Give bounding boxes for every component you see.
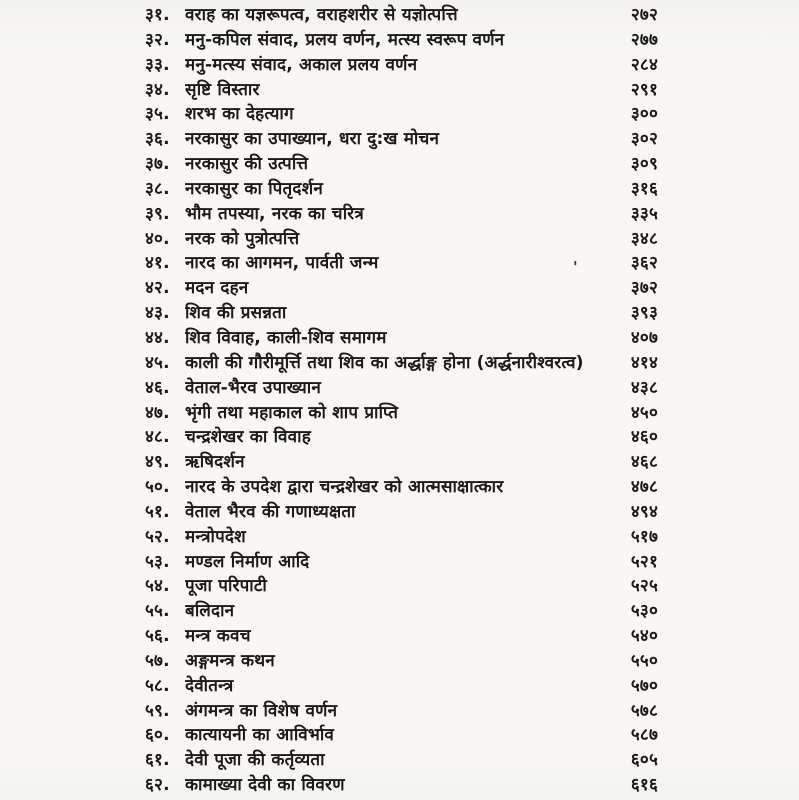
entry-title: शरभ का देहत्याग [185, 104, 294, 125]
toc-entry [0, 53, 799, 78]
entry-number: ५६. [145, 626, 170, 647]
entry-number: ४५. [145, 352, 170, 373]
entry-title: चन्द्रशेखर का विवाह [185, 427, 311, 448]
entry-page-number: ५१७ [630, 526, 658, 547]
entry-title: वराह का यज्ञरूपत्व, वराहशरीर से यज्ञोत्पत्ति [185, 5, 458, 25]
entry-number: ३५. [145, 104, 170, 125]
entry-number: ६०. [145, 725, 170, 746]
entry-page-number: ३९३ [630, 303, 658, 324]
entry-title: मन्त्रोपदेश [185, 526, 246, 547]
entry-title: सृष्टि विस्तार [185, 79, 260, 100]
entry-page-number: ४३८ [630, 377, 658, 398]
entry-title: अंगमन्त्र का विशेष वर्णन [185, 700, 338, 721]
entry-page-number: २७२ [630, 5, 658, 25]
entry-page-number: ३३५ [630, 203, 658, 224]
entry-title: कामाख्या देवी का विवरण [185, 775, 345, 796]
toc-entry [0, 102, 799, 127]
entry-title: काली की गौरीमूर्त्ति तथा शिव का अर्द्धाङ्ग होना (अर्द्धनारीश्वरत्व) [185, 352, 584, 373]
entry-number: ३४. [145, 79, 170, 100]
entry-number: ५२. [145, 526, 170, 547]
entry-page-number: ४७८ [630, 477, 658, 498]
entry-page-number: ४६८ [630, 452, 658, 473]
entry-number: ४०. [145, 228, 170, 249]
entry-number: ४८. [145, 427, 170, 448]
toc-entry [0, 202, 799, 227]
entry-number: ३१. [145, 5, 170, 25]
entry-number: ४४. [145, 327, 170, 348]
entry-page-number: ५३० [630, 601, 658, 622]
entry-page-number: २७७ [630, 29, 658, 50]
entry-title: नारद का आगमन, पार्वती जन्म [185, 253, 379, 274]
entry-number: ३२. [145, 29, 170, 50]
entry-number: ५४. [145, 576, 170, 597]
entry-title: वेताल-भैरव उपाख्यान [185, 377, 322, 398]
toc-entry [0, 475, 799, 500]
toc-entry [0, 425, 799, 450]
toc-entry [0, 599, 799, 624]
entry-title: नरकासुर का उपाख्यान, धरा दु:ख मोचन [185, 129, 440, 150]
entry-title: कात्यायनी का आविर्भाव [185, 725, 335, 746]
entry-number: ३७. [145, 154, 170, 175]
toc-entry [0, 251, 799, 276]
entry-number: ४७. [145, 402, 170, 423]
entry-title: ऋषिदर्शन [185, 452, 245, 473]
entry-number: ३९. [145, 203, 170, 224]
toc-entry [0, 624, 799, 649]
entry-number: ४१. [145, 253, 170, 274]
entry-page-number: ३७२ [630, 278, 658, 299]
entry-number: ४३. [145, 303, 170, 324]
entry-title: मनु-कपिल संवाद, प्रलय वर्णन, मत्स्य स्वरूप वर्णन [185, 29, 505, 50]
entry-page-number: ३४८ [630, 228, 658, 249]
toc-entry [0, 773, 799, 798]
entry-title: अङ्गमन्त्र कथन [185, 650, 275, 671]
toc-entry [0, 550, 799, 575]
entry-page-number: ३०२ [630, 129, 658, 150]
entry-title: मण्डल निर्माण आदि [185, 551, 310, 572]
toc-entry [0, 227, 799, 252]
entry-title: मदन दहन [185, 278, 249, 299]
entry-page-number: ३०९ [630, 154, 658, 175]
entry-number: ५०. [145, 477, 170, 498]
entry-title: पूजा परिपाटी [185, 576, 268, 597]
entry-page-number: ५२१ [630, 551, 658, 572]
entry-number: ५९. [145, 700, 170, 721]
toc-entry [0, 276, 799, 301]
toc-entry [0, 748, 799, 773]
entry-title: बलिदान [185, 601, 235, 622]
entry-title: नरकासुर की उत्पत्ति [185, 154, 309, 175]
toc-entry [0, 723, 799, 748]
entry-title: शिव विवाह, काली-शिव समागम [185, 327, 387, 348]
entry-page-number: ३१६ [630, 178, 658, 199]
toc-entry [0, 351, 799, 376]
entry-page-number: ४६० [630, 427, 658, 448]
entry-page-number: ६०५ [630, 750, 658, 771]
entry-page-number: ४९४ [630, 501, 658, 522]
toc-entry [0, 301, 799, 326]
entry-number: ३३. [145, 54, 170, 75]
entry-page-number: ४५० [630, 402, 658, 423]
entry-number: ६२. [145, 775, 170, 796]
toc-entry [0, 326, 799, 351]
toc-entry [0, 649, 799, 674]
entry-page-number: ३६२ [630, 253, 658, 274]
entry-title: वेताल भैरव की गणाध्यक्षता [185, 501, 356, 522]
entry-number: ५७. [145, 650, 170, 671]
toc-entry [0, 152, 799, 177]
entry-number: ४२. [145, 278, 170, 299]
entry-page-number: ५७८ [630, 700, 658, 721]
entry-title: मनु-मत्स्य संवाद, अकाल प्रलय वर्णन [185, 54, 418, 75]
entry-number: ५८. [145, 675, 170, 696]
entry-number: ३८. [145, 178, 170, 199]
toc-entry [0, 127, 799, 152]
toc-entry [0, 177, 799, 202]
entry-title: भौम तपस्या, नरक का चरित्र [185, 203, 364, 224]
toc-entry [0, 699, 799, 724]
entry-title: भृंगी तथा महाकाल को शाप प्राप्ति [185, 402, 399, 423]
toc-entry [0, 500, 799, 525]
entry-title: नरक को पुत्रोत्पत्ति [185, 228, 300, 249]
toc-entry [0, 401, 799, 426]
entry-title: नारद के उपदेश द्वारा चन्द्रशेखर को आत्मसाक्षात्कार [185, 477, 504, 498]
entry-page-number: ४१४ [630, 352, 658, 373]
entry-number: ६१. [145, 750, 170, 771]
entry-page-number: ५७० [630, 675, 658, 696]
entry-page-number: ६१६ [630, 775, 658, 796]
entry-number: ४६. [145, 377, 170, 398]
entry-page-number: ५२५ [630, 576, 658, 597]
toc-entry [0, 574, 799, 599]
entry-page-number: ५८७ [630, 725, 658, 746]
toc-entry [0, 376, 799, 401]
toc-entry [0, 674, 799, 699]
toc-entry [0, 450, 799, 475]
entry-title: देवी पूजा की कर्तृव्यता [185, 750, 325, 771]
toc-entry [0, 3, 799, 28]
toc-entry [0, 28, 799, 53]
entry-number: ५५. [145, 601, 170, 622]
entry-page-number: ५५० [630, 650, 658, 671]
entry-page-number: ३०० [630, 104, 658, 125]
entry-number: ५१. [145, 501, 170, 522]
entry-page-number: ५४० [630, 626, 658, 647]
entry-title: मन्त्र कवच [185, 626, 251, 647]
entry-page-number: २९१ [630, 79, 658, 100]
entry-title: शिव की प्रसन्नता [185, 303, 287, 324]
entry-number: ५३. [145, 551, 170, 572]
toc-entry [0, 525, 799, 550]
stray-ink-mark: ' [573, 258, 578, 276]
toc-entry [0, 78, 799, 103]
entry-page-number: २८४ [630, 54, 658, 75]
entry-number: ४९. [145, 452, 170, 473]
entry-number: ३६. [145, 129, 170, 150]
entry-title: देवीतन्त्र [185, 675, 234, 696]
entry-title: नरकासुर का पितृदर्शन [185, 178, 323, 199]
entry-page-number: ४०७ [630, 327, 658, 348]
